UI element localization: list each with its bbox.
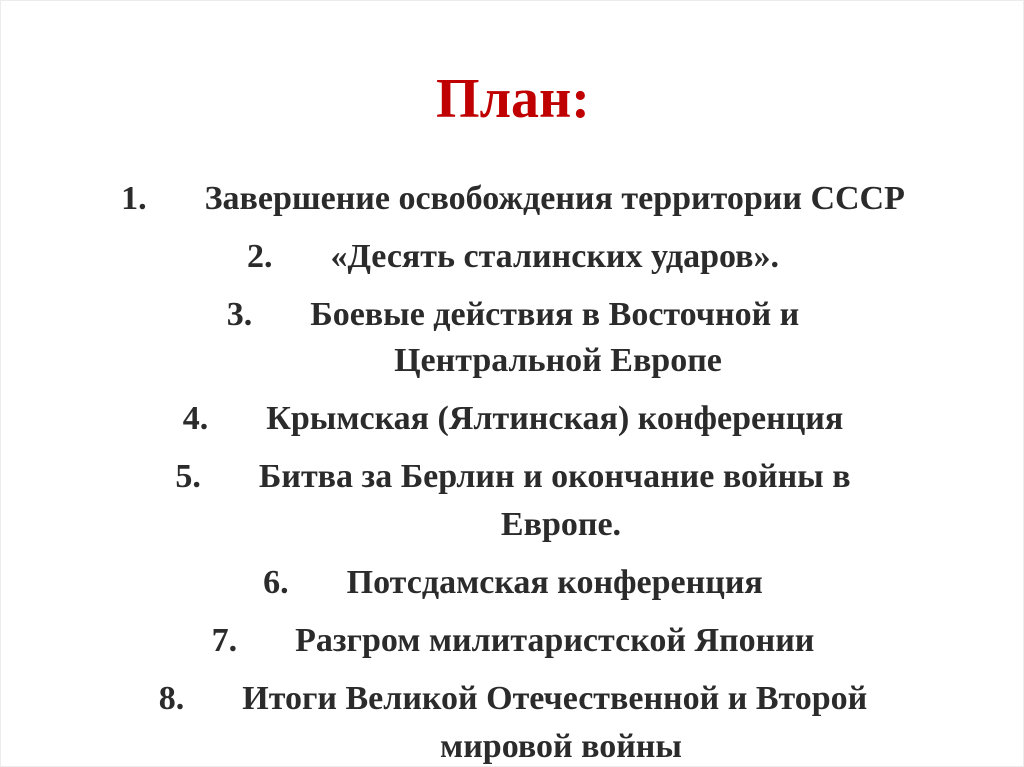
plan-item-text: Разгром милитаристской Японии <box>295 622 815 659</box>
plan-item-7 <box>1 621 1024 661</box>
plan-item-5 <box>1 457 1024 497</box>
plan-item-1 <box>1 179 1024 219</box>
plan-item-3-continuation: Центральной Европе <box>394 342 722 379</box>
plan-item-text: Боевые действия в Восточной и <box>310 296 800 333</box>
plan-item-4 <box>1 399 1024 439</box>
plan-item-number: 8. <box>158 680 185 717</box>
plan-item-number: 7. <box>211 622 238 659</box>
slide-title: План: <box>436 68 590 130</box>
plan-item-2 <box>1 237 1024 277</box>
plan-item-text: Потсдамская конференция <box>346 564 763 601</box>
plan-item-text: Крымская (Ялтинская) конференция <box>266 400 844 437</box>
plan-item-number: 5. <box>175 458 201 495</box>
plan-item-5-continuation: Европе. <box>500 506 622 543</box>
plan-item-number: 2. <box>247 238 273 275</box>
plan-item-text: Битва за Берлин и окончание войны в <box>258 458 851 495</box>
plan-item-number: 4. <box>182 400 209 437</box>
plan-item-6 <box>1 563 1024 603</box>
plan-item-number: 6. <box>263 564 289 601</box>
plan-item-number: 3. <box>226 296 253 333</box>
plan-item-3 <box>1 295 1024 335</box>
plan-item-number: 1. <box>121 180 147 217</box>
plan-item-text: Завершение освобождения территории СССР <box>204 180 905 217</box>
plan-item-8 <box>1 679 1024 719</box>
plan-item-text: «Десять сталинских ударов». <box>330 238 779 275</box>
plan-item-8-continuation: мировой войны <box>440 728 682 765</box>
plan-item-text: Итоги Великой Отечественной и Второй <box>242 680 868 717</box>
